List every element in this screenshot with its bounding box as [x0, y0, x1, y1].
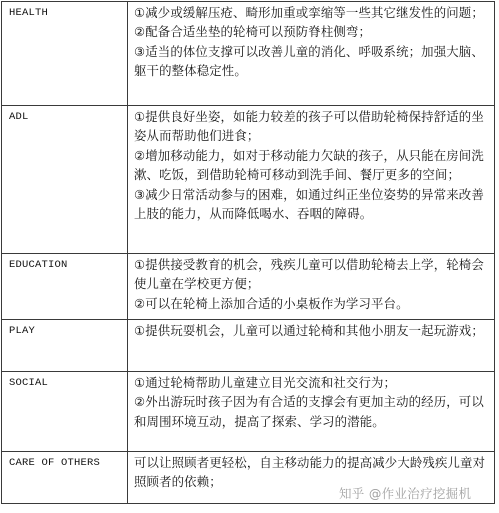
- benefit-item: ③适当的体位支撑可以改善儿童的消化、呼吸系统；加强大脑、躯干的整体稳定性。: [134, 43, 484, 79]
- benefits-table: [1, 1, 495, 504]
- description-cell: [128, 106, 495, 254]
- description-cell: [128, 2, 495, 106]
- category-cell: PLAY: [2, 320, 128, 372]
- benefit-item: ①提供良好坐姿，如能力较差的孩子可以借助轮椅保持舒适的坐姿从而帮助他们进食；: [134, 109, 484, 144]
- benefit-item: ②外出游玩时孩子因为有合适的支撑会有更加主动的经历，可以和周围环境互动，提高了探索、学习的潜能。: [134, 394, 484, 429]
- category-cell: CARE OF OTHERS: [2, 452, 128, 504]
- table-row-social: [2, 372, 495, 452]
- benefit-item: ①减少或缓解压疮、畸形加重或挛缩等一些其它继发性的问题；: [134, 5, 484, 20]
- benefit-item: ①提供接受教育的机会，残疾儿童可以借助轮椅去上学，轮椅会使儿童在学校更方便；: [134, 257, 484, 292]
- category-cell: EDUCATION: [2, 254, 128, 320]
- table-row-health: [2, 2, 495, 106]
- description-cell: [128, 254, 495, 320]
- table-row-adl: [2, 106, 495, 254]
- category-cell: HEALTH: [2, 2, 128, 106]
- benefit-item: 可以让照顾者更轻松，自主移动能力的提高减少大龄残疾儿童对照顾者的依赖；: [134, 455, 486, 490]
- table-row-play: [2, 320, 495, 372]
- benefit-item: ①通过轮椅帮助儿童建立目光交流和社交行为；: [134, 375, 397, 390]
- benefit-item: ①提供玩耍机会，儿童可以通过轮椅和其他小朋友一起玩游戏；: [134, 323, 484, 338]
- benefit-item: ③减少日常活动参与的困难，如通过纠正坐位姿势的异常来改善上肢的能力，从而降低喝水、吞咽的障碍。: [134, 186, 484, 222]
- category-cell: SOCIAL: [2, 372, 128, 452]
- category-cell: ADL: [2, 106, 128, 254]
- benefit-item: ②增加移动能力，如对于移动能力欠缺的孩子，从只能在房间洗漱、吃饭，到借助轮椅可移动到洗手间、餐厅更多的空间；: [134, 147, 484, 183]
- description-cell: [128, 372, 495, 452]
- watermark-text: 知乎 @作业治疗挖掘机: [339, 486, 472, 501]
- benefit-item: ②可以在轮椅上添加合适的小桌板作为学习平台。: [134, 295, 409, 311]
- description-cell: [128, 320, 495, 372]
- benefit-item: ②配备合适坐垫的轮椅可以预防脊柱侧弯；: [134, 24, 371, 40]
- table-row-education: [2, 254, 495, 320]
